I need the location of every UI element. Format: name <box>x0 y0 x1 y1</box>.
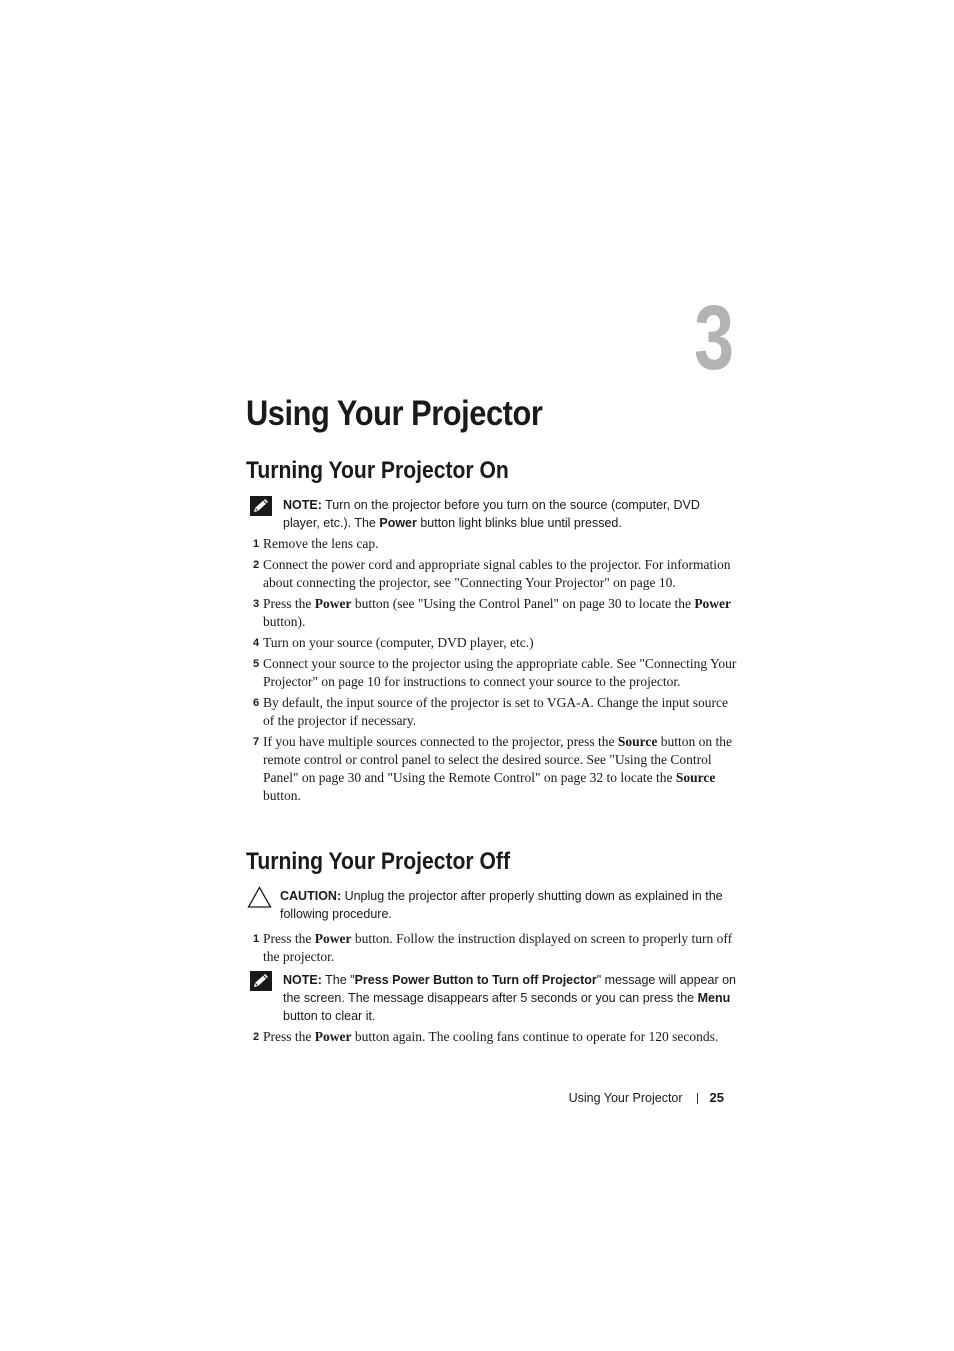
list-item <box>246 930 738 966</box>
list-item <box>246 655 738 691</box>
step-text: If you have multiple sources connected to the projector, press the <box>263 734 618 749</box>
note-turn-off <box>246 971 736 1025</box>
caution-label: CAUTION: <box>280 889 342 903</box>
step-bold: Power <box>314 1029 352 1044</box>
step-bold: Source <box>675 770 716 785</box>
step-bold: Power <box>314 596 352 611</box>
chapter-number: 3 <box>694 287 734 389</box>
note-bold-message: Press Power Button to Turn off Projector <box>354 973 597 987</box>
step-bold: Power <box>314 931 352 946</box>
list-item <box>246 595 738 631</box>
section-title-turning-off: Turning Your Projector Off <box>246 848 510 875</box>
note-bold-menu: Menu <box>697 991 731 1005</box>
pencil-note-icon <box>250 971 272 991</box>
step-text: Press the <box>263 596 315 611</box>
step-number: 3 <box>253 598 260 610</box>
note-text-part: Turn on the projector before you turn on the source (computer, DVD player, etc.). The <box>283 498 700 530</box>
list-item <box>246 733 738 805</box>
note-text <box>283 971 736 1025</box>
pencil-note-icon <box>250 496 272 516</box>
list-item <box>246 634 738 652</box>
step-number: 2 <box>253 1031 260 1043</box>
step-number: 1 <box>253 933 260 945</box>
note-text-part: button to clear it. <box>283 1009 376 1023</box>
steps-turning-off-1 <box>246 930 738 969</box>
step-text: button again. The cooling fans continue to operate for 120 seconds. <box>351 1029 719 1044</box>
note-label: NOTE: <box>283 973 322 987</box>
step-text: Connect the power cord and appropriate signal cables to the projector. For information about connecting the projector, see "Connecting Your Projector" on page 10. <box>263 557 731 590</box>
step-number: 2 <box>253 559 260 571</box>
step-text: button. <box>263 788 301 803</box>
note-turn-on <box>246 496 736 532</box>
step-text: Turn on your source (computer, DVD player, etc.) <box>263 635 534 650</box>
step-number: 1 <box>253 538 260 550</box>
caution-turn-off <box>246 887 736 923</box>
note-label: NOTE: <box>283 498 322 512</box>
step-number: 6 <box>253 697 260 709</box>
step-bold: Source <box>617 734 658 749</box>
note-bold-power: Power <box>379 516 417 530</box>
step-text: Press the <box>263 931 315 946</box>
step-text: button on the remote control or control panel to select the desired source. See "Using the Control Panel" on page 30 and "Using the Remote Control" on page 32 to locate the <box>263 734 732 785</box>
section-title-turning-on: Turning Your Projector On <box>246 457 509 484</box>
step-number: 7 <box>253 736 260 748</box>
note-text <box>283 496 736 532</box>
caution-text-part: Unplug the projector after properly shutting down as explained in the following procedure. <box>280 889 723 921</box>
step-number: 5 <box>253 658 260 670</box>
note-text-part: " message will appear on the screen. The message disappears after 5 seconds or you can press the <box>283 973 736 1005</box>
steps-turning-off-2 <box>246 1028 738 1049</box>
footer-title: Using Your Projector <box>568 1091 683 1105</box>
note-text-part: The " <box>321 973 355 987</box>
step-text: Press the <box>263 1029 315 1044</box>
steps-turning-on <box>246 535 738 808</box>
step-text: button (see "Using the Control Panel" on page 30 to locate the <box>351 596 695 611</box>
list-item <box>246 694 738 730</box>
step-text: Remove the lens cap. <box>263 536 379 551</box>
caution-triangle-icon <box>247 886 272 908</box>
list-item <box>246 556 738 592</box>
chapter-title: Using Your Projector <box>246 394 543 433</box>
caution-text <box>280 887 736 923</box>
step-text: By default, the input source of the projector is set to VGA-A. Change the input source of the projector if necessary. <box>263 695 729 728</box>
step-bold: Power <box>694 596 732 611</box>
step-text: Connect your source to the projector using the appropriate cable. See "Connecting Your Projector" on page 10 for instructions to connect your source to the projector. <box>263 656 737 689</box>
note-text-part: button light blinks blue until pressed. <box>416 516 622 530</box>
footer-divider <box>697 1093 698 1104</box>
step-number: 4 <box>253 637 260 649</box>
step-text: button). <box>263 614 306 629</box>
page-footer <box>540 1089 724 1107</box>
list-item <box>246 535 738 553</box>
list-item <box>246 1028 738 1046</box>
step-text: button. Follow the instruction displayed on screen to properly turn off the projector. <box>263 931 733 964</box>
page-number: 25 <box>709 1090 724 1105</box>
